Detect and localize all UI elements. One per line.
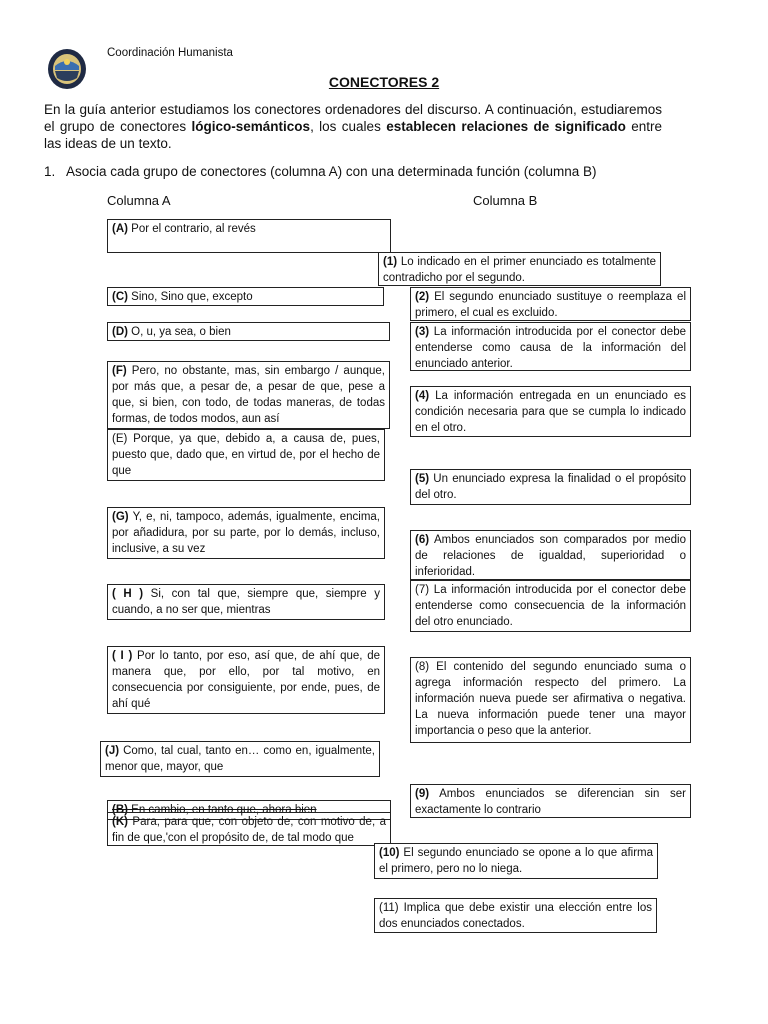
connector-box-j: (J) Como, tal cual, tanto en… como en, igualmente, menor que, mayor, que <box>100 741 380 777</box>
function-box-7: (7) La información introducida por el conector debe entenderse como consecuencia de la información del otro enunciado. <box>410 580 691 632</box>
connector-box-k: (K) Para, para que, con objeto de, con motivo de, a fin de que,'con el propósito de, de tal modo que <box>107 812 391 846</box>
connector-box-f: (F) Pero, no obstante, mas, sin embargo / aunque, por más que, a pesar de, a pesar de que, pese a que, si bien, con todo, de todas maneras, de todas formas, de todos modos, aun así <box>107 361 390 429</box>
column-a-heading: Columna A <box>107 193 171 208</box>
connector-box-c: (C) Sino, Sino que, excepto <box>107 287 384 306</box>
question-text: Asocia cada grupo de conectores (columna A) con una determinada función (columna B) <box>66 164 597 179</box>
connector-box-g: (G) Y, e, ni, tampoco, además, igualmente, encima, por añadidura, por su parte, por lo demás, incluso, inclusive, a su vez <box>107 507 385 559</box>
function-box-11: (11) Implica que debe existir una elección entre los dos enunciados conectados. <box>374 898 657 933</box>
function-box-1: (1) Lo indicado en el primer enunciado es totalmente contradicho por el segundo. <box>378 252 661 286</box>
function-box-4: (4) La información entregada en un enunciado es condición necesaria para que se cumpla lo indicado en el otro. <box>410 386 691 437</box>
question-1 <box>44 164 684 179</box>
function-box-9: (9) Ambos enunciados se diferencian sin ser exactamente lo contrario <box>410 784 691 818</box>
intro-paragraph: En la guía anterior estudiamos los conectores ordenadores del discurso. A continuación, estudiaremos el grupo de conectores lógico-semánticos, los cuales establecen relaciones de significado entre las ideas de un texto. <box>44 102 662 151</box>
connector-box-b: (B) En cambio, en tanto que, ahora bien <box>107 800 391 820</box>
page-title: CONECTORES 2 <box>328 74 440 90</box>
connector-box-i: ( I ) Por lo tanto, por eso, así que, de ahí que, de manera que, por ello, por tal motivo, en consecuencia por consiguiente, por ende, pues, de ahí qué <box>107 646 385 714</box>
connector-box-h: ( H ) Si, con tal que, siempre que, siempre y cuando, a no ser que, mientras <box>107 584 385 620</box>
connector-box-e: (E) Porque, ya que, debido a, a causa de, pues, puesto que, dado que, en virtud de, por el hecho de que <box>107 429 385 481</box>
function-box-5: (5) Un enunciado expresa la finalidad o el propósito del otro. <box>410 469 691 505</box>
connector-box-a: (A) Por el contrario, al revés <box>107 219 391 253</box>
function-box-8: (8) El contenido del segundo enunciado suma o agrega información respecto del primero. La información nueva puede ser afirmativa o negativa. La nueva información puede tener una mayor importancia o peso que la anterior. <box>410 657 691 743</box>
institution-name: Coordinación Humanista <box>107 47 233 59</box>
function-box-3: (3) La información introducida por el conector debe entenderse como causa de la información del enunciado anterior. <box>410 322 691 371</box>
function-box-10: (10) El segundo enunciado se opone a lo que afirma el primero, pero no lo niega. <box>374 843 658 879</box>
function-box-6: (6) Ambos enunciados son comparados por medio de relaciones de igualdad, superioridad o inferioridad. <box>410 530 691 580</box>
question-number: 1. <box>44 164 56 179</box>
column-b-heading: Columna B <box>473 193 538 208</box>
connector-box-d: (D) O, u, ya sea, o bien <box>107 322 390 341</box>
function-box-2: (2) El segundo enunciado sustituye o reemplaza el primero, el cual es excluido. <box>410 287 691 321</box>
